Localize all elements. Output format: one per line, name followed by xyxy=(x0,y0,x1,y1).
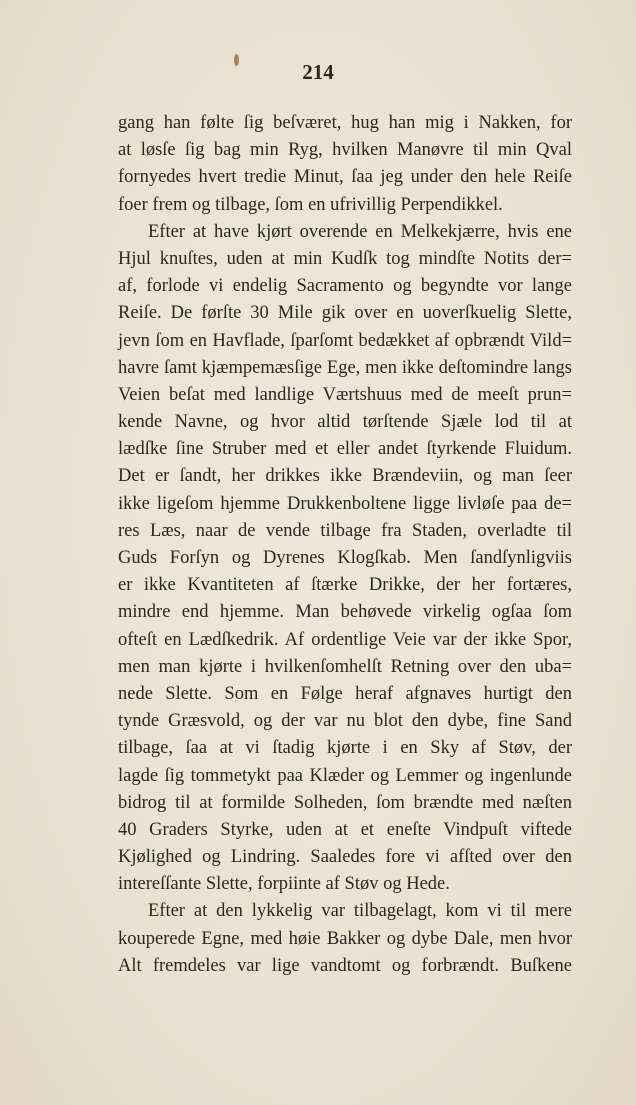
text-line: ofteſt en Lædſkedrik. Af ordentlige Veie var der ikke Spor, xyxy=(118,629,572,650)
text-line: Alt fremdeles var lige vandtomt og forbrændt. Buſkene xyxy=(118,955,572,976)
text-line: Veien beſat med landlige Værtshuus med de meeſt prun= xyxy=(118,384,572,405)
text-line: tynde Græsvold, og der var nu blot den dybe, fine Sand xyxy=(118,711,572,732)
text-line: tilbage, ſaa at vi ſtadig kjørte i en Sky af Støv, der xyxy=(118,738,572,759)
text-line: lagde ſig tommetykt paa Klæder og Lemmer og ingenlunde xyxy=(118,765,572,786)
text-line: lædſke ſine Struber med et eller andet ſtyrkende Fluidum. xyxy=(118,439,572,460)
text-line: fornyedes hvert tredie Minut, ſaa jeg under den hele Reiſe xyxy=(118,167,572,188)
text-line: nede Slette. Som en Følge heraf afgnaves hurtigt den xyxy=(118,683,572,704)
text-line: kende Navne, og hvor altid tørſtende Sjæle lod til at xyxy=(118,412,572,433)
text-line: Guds Forſyn og Dyrenes Klogſkab. Men ſandſynligviis xyxy=(118,548,572,568)
text-line: bidrog til at formilde Solheden, ſom brændte med næſten xyxy=(118,792,572,813)
text-line: kouperede Egne, med høie Bakker og dybe Dale, men hvor xyxy=(118,928,572,949)
text-line: gang han følte ſig beſværet, hug han mig i Nakken, for xyxy=(118,113,572,133)
text-line: intereſſante Slette, forpiinte af Støv og Hede. xyxy=(118,874,450,895)
body-text xyxy=(118,110,572,980)
text-line: foer frem og tilbage, ſom en ufrivillig Perpendikkel. xyxy=(118,194,503,215)
text-line: af, forlode vi endelig Sacramento og begyndte vor lange xyxy=(118,276,572,297)
text-line: jevn ſom en Havflade, ſparſomt bedækket af opbrændt Vild= xyxy=(118,330,572,351)
text-line: at løsſe ſig bag min Ryg, hvilken Manøvre til min Qval xyxy=(118,140,572,161)
page-number: 214 xyxy=(302,60,334,84)
text-line: er ikke Kvantiteten af ſtærke Drikke, der her fortæres, xyxy=(118,575,572,596)
text-line: mindre end hjemme. Man behøvede virkelig ogſaa ſom xyxy=(118,602,572,623)
text-line: Reiſe. De førſte 30 Mile gik over en uoverſkuelig Slette, xyxy=(118,303,572,324)
text-line: Efter at den lykkelig var tilbagelagt, kom vi til mere xyxy=(148,901,572,922)
text-line: Det er ſandt, her drikkes ikke Brændeviin, og man ſeer xyxy=(118,466,572,487)
text-line: havre ſamt kjæmpemæsſige Ege, men ikke deſtomindre langs xyxy=(118,357,572,378)
text-line: res Læs, naar de vende tilbage fra Staden, overladte til xyxy=(118,520,572,541)
text-line: Efter at have kjørt overende en Melkekjærre, hvis ene xyxy=(148,221,572,242)
text-line: Hjul knuſtes, uden at min Kudſk tog mindſte Notits der= xyxy=(118,248,572,269)
text-line: Kjølighed og Lindring. Saaledes fore vi afſted over den xyxy=(118,847,572,868)
text-line: ikke ligeſom hjemme Drukkenboltene ligge livløſe paa de= xyxy=(118,493,572,514)
text-line: men man kjørte i hvilkenſomhelſt Retning over den uba= xyxy=(118,656,572,677)
text-line: 40 Graders Styrke, uden at et eneſte Vindpuſt viftede xyxy=(118,819,572,840)
